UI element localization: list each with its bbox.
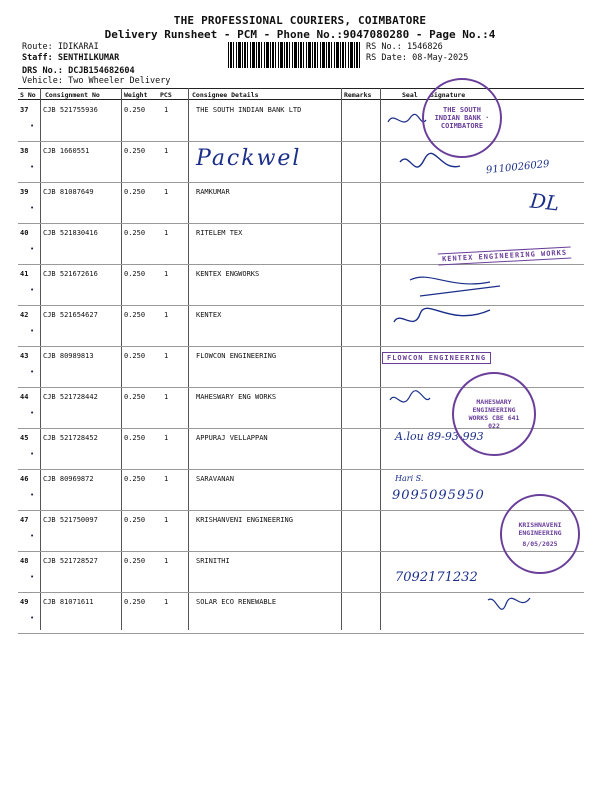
row-consignment-no: CJB 80969872 (43, 475, 94, 483)
row-sno: 44 (20, 393, 29, 401)
row-weight: 0.250 (124, 352, 146, 360)
row-tick-mark: • (30, 163, 35, 171)
signature-42 (394, 308, 490, 322)
stamp-south-indian-bank: THE SOUTH INDIAN BANK · COIMBATORE (422, 78, 502, 158)
row-sno: 45 (20, 434, 29, 442)
row-pcs: 1 (164, 188, 169, 196)
row-pcs: 1 (164, 147, 169, 155)
signature-44 (390, 391, 430, 402)
runsheet-title: Delivery Runsheet - PCM - Phone No.:9047080280 - Page No.:4 (104, 28, 496, 41)
row-consignment-no: CJB 1660551 (43, 147, 90, 155)
col-consignee: Consignee Details (192, 91, 259, 99)
row-consignee: APPURAJ VELLAPPAN (196, 434, 268, 442)
table-top-rule (18, 88, 584, 89)
row-consignee: SOLAR ECO RENEWABLE (196, 598, 277, 606)
row-weight: 0.250 (124, 311, 146, 319)
handwritten-phone-46: 9095095950 (392, 488, 485, 503)
rs-no-line: RS No.: 1546826 (366, 42, 443, 52)
rs-no-value: 1546826 (406, 42, 443, 52)
row-pcs: 1 (164, 270, 169, 278)
row-tick-mark: • (30, 409, 35, 417)
row-pcs: 1 (164, 229, 169, 237)
row-consignment-no: CJB 521654627 (43, 311, 98, 319)
row-consignment-no: CJB 521728442 (43, 393, 98, 401)
row-consignment-no: CJB 521728527 (43, 557, 98, 565)
row-consignment-no: CJB 521728452 (43, 434, 98, 442)
row-pcs: 1 (164, 106, 169, 114)
row-tick-mark: • (30, 532, 35, 540)
row-tick-mark: • (30, 573, 35, 581)
rs-date-value: 08-May-2025 (412, 53, 469, 63)
staff-value: SENTHILKUMAR (57, 53, 120, 63)
row-tick-mark: • (30, 450, 35, 458)
row-pcs: 1 (164, 557, 169, 565)
row-weight: 0.250 (124, 147, 146, 155)
stamp-maheswary: MAHESWARY ENGINEERING WORKS CBE 641 022 (452, 372, 536, 456)
col-pcs: PCS (160, 91, 172, 99)
row-consignee: RAMKUMAR (196, 188, 230, 196)
row-weight: 0.250 (124, 598, 146, 606)
row-sno: 38 (20, 147, 29, 155)
row-weight: 0.250 (124, 106, 146, 114)
row-pcs: 1 (164, 475, 169, 483)
row-pcs: 1 (164, 516, 169, 524)
row-consignment-no: CJB 80989813 (43, 352, 94, 360)
row-weight: 0.250 (124, 475, 146, 483)
row-tick-mark: • (30, 327, 35, 335)
row-tick-mark: • (30, 286, 35, 294)
col-remarks: Remarks (344, 91, 372, 99)
row-sno: 41 (20, 270, 29, 278)
row-consignee: MAHESWARY ENG WORKS (196, 393, 277, 401)
col-seal: Seal (402, 91, 418, 99)
route-value: IDIKARAI (57, 42, 99, 52)
row-pcs: 1 (164, 352, 169, 360)
signature-49 (488, 598, 530, 609)
row-sno: 48 (20, 557, 29, 565)
row-sno: 39 (20, 188, 29, 196)
staff-line: Staff: SENTHILKUMAR (22, 53, 120, 63)
handwritten-phone-45: A.lou 89-93-993 (395, 430, 484, 443)
company-title: THE PROFESSIONAL COURIERS, COIMBATORE (173, 14, 427, 27)
row-tick-mark: • (30, 122, 35, 130)
handwritten-name-46: Hari S. (395, 474, 424, 483)
col-sno: S No (20, 91, 36, 99)
row-consignee: KENTEX (196, 311, 222, 319)
rs-date-line: RS Date: 08-May-2025 (366, 53, 469, 63)
row-consignee: RITELEM TEX (196, 229, 243, 237)
row-sno: 47 (20, 516, 29, 524)
handwritten-dl: DL (528, 188, 561, 216)
row-consignment-no: CJB 81071611 (43, 598, 94, 606)
stamp-flowcon: FLOWCON ENGINEERING (382, 352, 491, 364)
stamp-krishnaveni: KRISHNAVENI ENGINEERING 8/05/2025 (500, 494, 580, 574)
col-consignment: Consignment No (45, 91, 100, 99)
row-consignment-no: CJB 521830416 (43, 229, 98, 237)
route-line: Route: IDIKARAI (22, 42, 99, 52)
row-weight: 0.250 (124, 270, 146, 278)
row-consignee: SRINITHI (196, 557, 230, 565)
row-pcs: 1 (164, 598, 169, 606)
signature-41 (410, 277, 500, 296)
row-weight: 0.250 (124, 434, 146, 442)
row-pcs: 1 (164, 434, 169, 442)
row-weight: 0.250 (124, 188, 146, 196)
row-sno: 37 (20, 106, 29, 114)
row-consignee: THE SOUTH INDIAN BANK LTD (196, 106, 302, 114)
barcode (228, 42, 360, 68)
row-pcs: 1 (164, 311, 169, 319)
row-consignment-no: CJB 81087649 (43, 188, 94, 196)
row-consignee: SARAVANAN (196, 475, 234, 483)
row-consignment-no: CJB 521750097 (43, 516, 98, 524)
row-consignee: FLOWCON ENGINEERING (196, 352, 277, 360)
signature-37 (388, 114, 426, 122)
row-consignment-no: CJB 521755936 (43, 106, 98, 114)
row-sno: 40 (20, 229, 29, 237)
row-tick-mark: • (30, 491, 35, 499)
stamp-krishnaveni-date: 8/05/2025 (522, 539, 558, 548)
row-consignee: KRISHANVENI ENGINEERING (196, 516, 293, 524)
handwritten-phone-38: 9110026029 (485, 158, 551, 177)
stamp-kentex: KENTEX ENGINEERING WORKS (438, 247, 572, 266)
row-weight: 0.250 (124, 557, 146, 565)
row-weight: 0.250 (124, 393, 146, 401)
row-sno: 46 (20, 475, 29, 483)
row-weight: 0.250 (124, 516, 146, 524)
row-tick-mark: • (30, 245, 35, 253)
row-tick-mark: • (30, 204, 35, 212)
row-sno: 42 (20, 311, 29, 319)
row-consignment-no: CJB 521672616 (43, 270, 98, 278)
handwritten-phone-48: 7092171232 (395, 570, 478, 585)
vehicle-value: Two Wheeler Delivery (68, 76, 171, 86)
row-sno: 49 (20, 598, 29, 606)
handwritten-packwel: Packwel (196, 146, 302, 171)
row-tick-mark: • (30, 368, 35, 376)
drs-value: DCJB154682604 (68, 66, 135, 76)
drs-line: DRS No.: DCJB154682604 (22, 66, 135, 76)
row-weight: 0.250 (124, 229, 146, 237)
col-weight: Weight (124, 91, 148, 99)
row-consignee: KENTEX ENGWORKS (196, 270, 260, 278)
row-tick-mark: • (30, 614, 35, 622)
vehicle-line: Vehicle: Two Wheeler Delivery (22, 76, 171, 86)
row-pcs: 1 (164, 393, 169, 401)
row-sno: 43 (20, 352, 29, 360)
col-signature: Signature (430, 91, 466, 99)
